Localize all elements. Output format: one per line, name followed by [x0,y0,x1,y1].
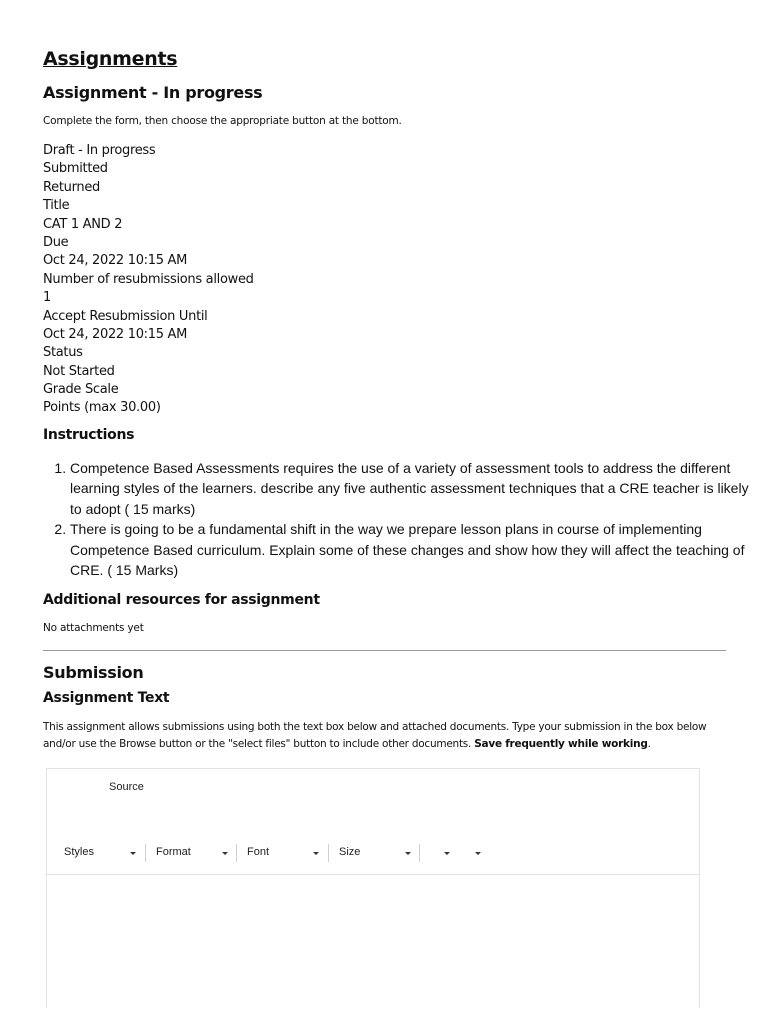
progress-step-draft: Draft - In progress [43,143,156,158]
title-label: Title [43,198,70,214]
section-divider [43,650,726,651]
toolbar-separator [236,844,237,862]
help-text-end: . [647,738,651,750]
progress-step-returned: Returned [43,179,100,195]
instruction-item: 1. Competence Based Assessments requires the use of a variety of assessment tools to address the different learning styles of the learners. describe any five authentic assessment techniques that a CRE teacher is likely to adopt ( 15 marks) [70,458,755,519]
help-text-body: This assignment allows submissions using both the text box below and attached documents. Type your submission in the box below and/or use the Browse button or the "select files" button to include other documents. [43,721,707,750]
submission-help-text [43,719,726,753]
page-title: Assignments [43,48,178,70]
due-value: Oct 24, 2022 10:15 AM [43,253,188,269]
chevron-down-icon [313,852,319,855]
chevron-down-icon [130,852,136,855]
styles-dropdown[interactable] [64,843,137,863]
due-label: Due [43,234,69,250]
assignment-properties [43,142,254,418]
instruction-item: 2. There is going to be a fundamental shift in the way we prepare lesson plans in course of implementing Competence Based curriculum. Explain some of these changes and show how they will affect the teaching of CRE. ( 15 Marks) [70,519,755,580]
accept-until-label: Accept Resubmission Until [43,308,208,324]
grade-scale-label: Grade Scale [43,382,119,398]
editor-text-area[interactable] [47,875,699,1009]
source-button[interactable]: Source [109,781,144,793]
size-dropdown[interactable] [339,843,412,863]
assignment-text-heading: Assignment Text [43,690,170,706]
chevron-down-icon [475,852,481,855]
instructions-heading: Instructions [43,427,135,443]
assignment-status-title: Assignment - In progress [43,83,263,102]
chevron-down-icon [444,852,450,855]
title-value: CAT 1 AND 2 [43,216,123,232]
submission-heading: Submission [43,663,144,682]
toolbar-separator [145,844,146,862]
styles-label: Styles [64,846,94,858]
status-label: Status [43,345,83,361]
help-text-emphasis: Save frequently while working [474,738,648,750]
toolbar-separator [328,844,329,862]
no-attachments-text: No attachments yet [43,622,144,634]
chevron-down-icon [222,852,228,855]
progress-step-submitted: Submitted [43,161,108,177]
accept-until-value: Oct 24, 2022 10:15 AM [43,326,188,342]
grade-scale-value: Points (max 30.00) [43,400,161,416]
format-label: Format [156,846,191,858]
format-dropdown[interactable] [156,843,229,863]
text-color-dropdown[interactable] [432,843,456,863]
status-value: Not Started [43,363,115,379]
toolbar-separator [419,844,420,862]
size-label: Size [339,846,361,858]
font-dropdown[interactable] [247,843,320,863]
rich-text-editor [46,768,700,1008]
resources-heading: Additional resources for assignment [43,592,320,608]
background-color-dropdown[interactable] [463,843,487,863]
chevron-down-icon [405,852,411,855]
editor-toolbar [47,769,699,875]
resubmissions-value: 1 [43,290,51,306]
instructions-list [43,458,755,580]
font-label: Font [247,846,270,858]
form-instructions: Complete the form, then choose the appropriate button at the bottom. [43,115,402,127]
resubmissions-label: Number of resubmissions allowed [43,271,254,287]
